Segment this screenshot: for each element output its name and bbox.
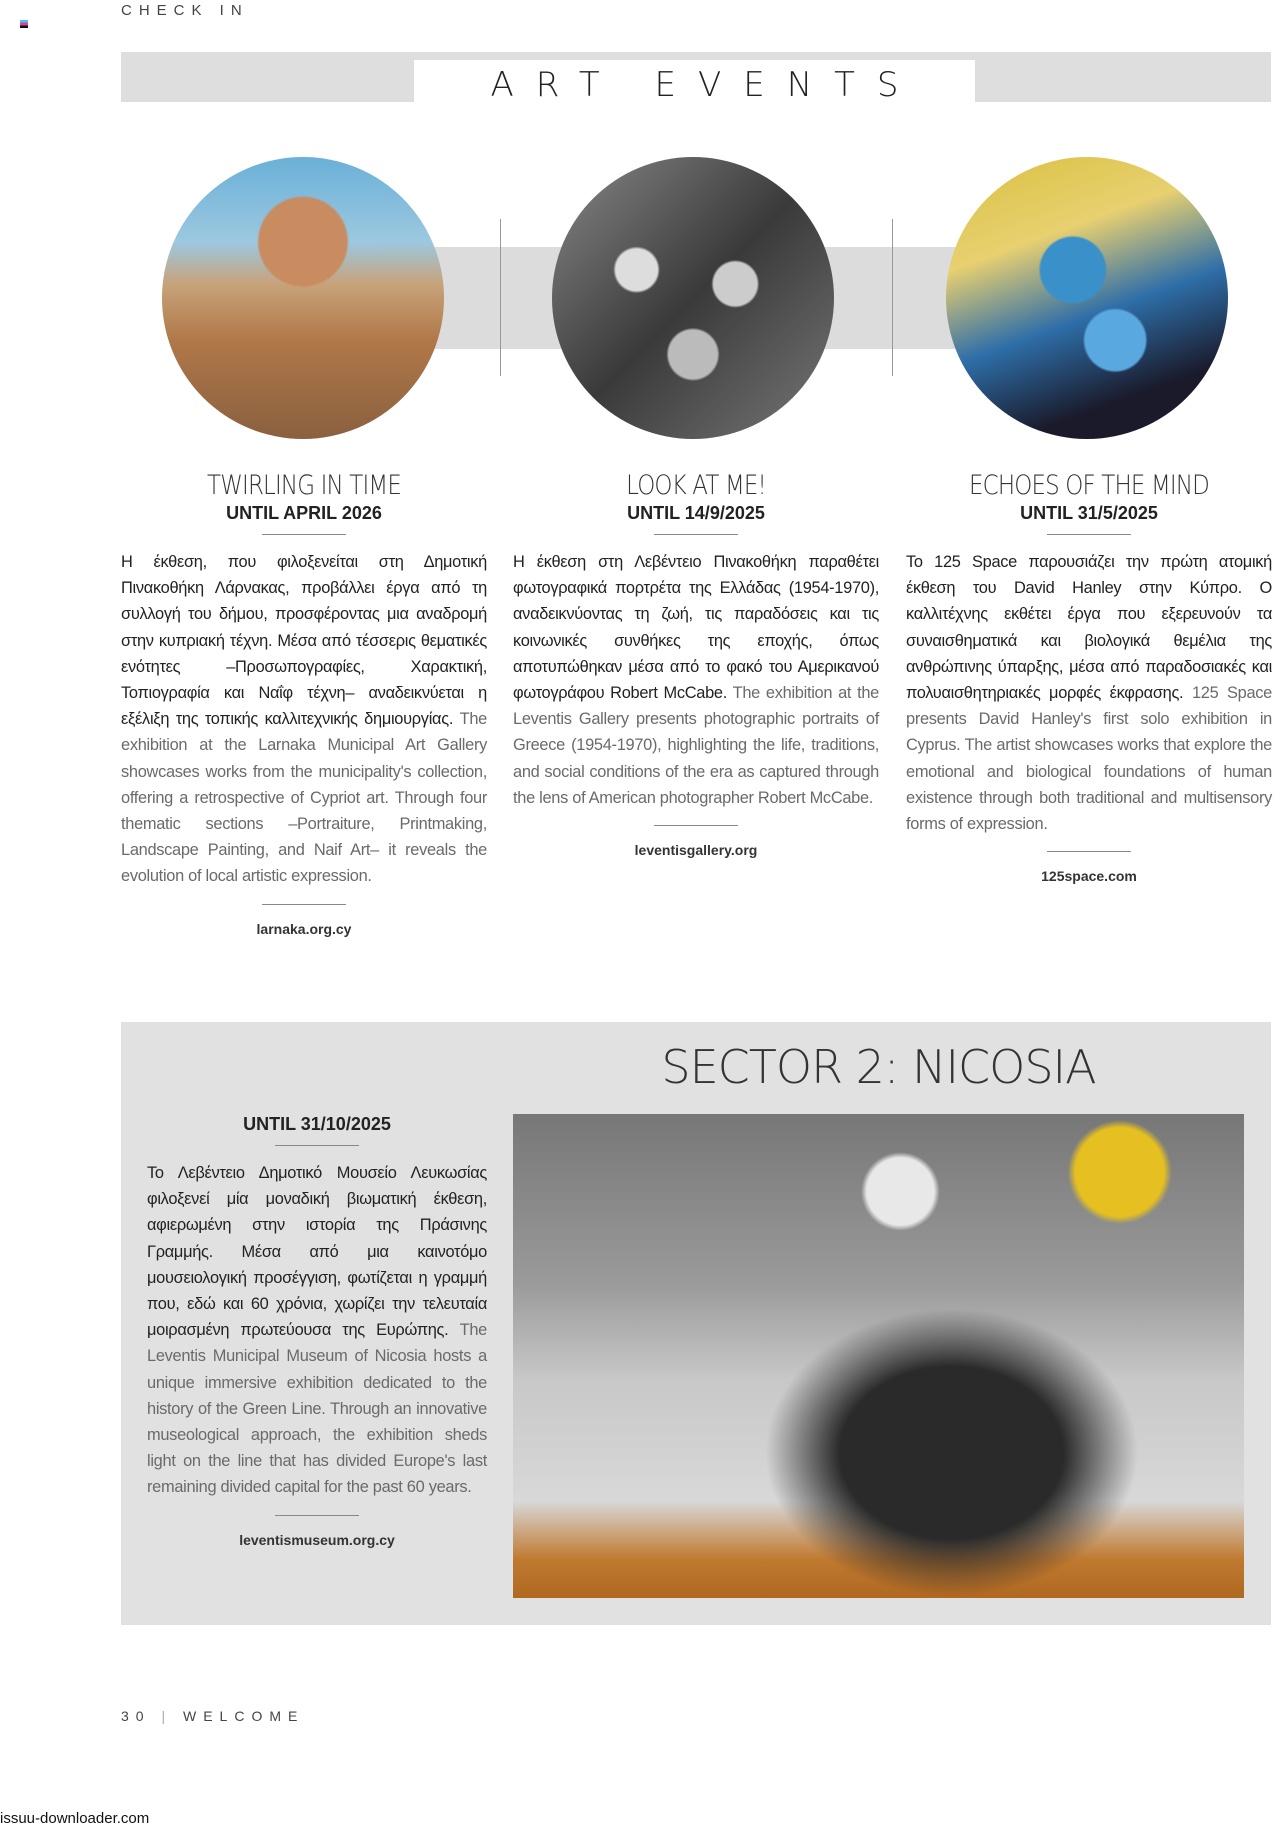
event-date: UNTIL 31/10/2025 [243,1114,391,1134]
color-bar-icon [20,20,28,28]
section-label: CHECK IN [121,2,249,19]
divider [1047,851,1131,852]
event-link[interactable]: 125space.com [1041,868,1137,885]
bicycle-exhibit-photo [513,1114,1244,1598]
greek-text: Το 125 Space παρουσιάζει την πρώτη ατομική έκθεση του David Hanley στην Κύπρο. Ο καλλιτέχνης εκθέτει έργα που εξερευνούν τα συναισθηματικά και βιολογικά θεμέλια της ανθρώπινης ύπαρξης, μέσα από παραδοσιακές και πολυαισθητηριακές μορφές έκφρασης. [906,553,1272,703]
divider [1047,534,1131,535]
divider [262,904,346,905]
event-link[interactable]: leventismuseum.org.cy [239,1531,395,1548]
event-link[interactable]: leventisgallery.org [634,842,758,859]
page-footer [121,1708,304,1724]
event-link[interactable]: larnaka.org.cy [256,920,352,937]
greek-text: Το Λεβέντειο Δημοτικό Μουσείο Λευκωσίας φιλοξενεί μία μοναδική βιωματική έκθεση, αφιερωμένη στην ιστορία της Πράσινης Γραμμής. Μέσα από μια καινοτόμο μουσειολογική προσέγγιση, φωτίζεται η γραμμή που, εδώ και 60 χρόνια, χωρίζει την τελευταία μοιρασμένη πρωτεύουσα της Ευρώπης. [147,1164,487,1340]
footer-separator: | [161,1708,173,1724]
sector-title: SECTOR 2: NICOSIA [661,1040,1096,1094]
artwork-image [946,157,1228,439]
sector-column [147,1112,487,1548]
event-title: LOOK AT ME! [626,470,766,501]
photo-portrait-image [552,157,834,439]
english-text: The Leventis Municipal Museum of Nicosia hosts a unique immersive exhibition dedicated to the history of the Green Line. Through an innovative museological approach, the exhibition sheds light on the line that has divided Europe's last remaining divided capital for the past 60 years. [147,1321,487,1497]
event-date: UNTIL 31/5/2025 [1020,503,1158,523]
page-number: 30 [121,1708,151,1724]
english-text: The exhibition at the Larnaka Municipal Art Gallery showcases works from the municipality's collection, offering a retrospective of Cypriot art. Through four thematic sections –Portraiture, Printmaking, Landscape Painting, and Naif Art– it reveals the evolution of local artistic expression. [121,710,487,886]
event-column [906,470,1272,884]
event-column [513,470,879,858]
divider [275,1515,359,1516]
divider [654,825,738,826]
event-date: UNTIL 14/9/2025 [627,503,765,523]
divider [275,1145,359,1146]
greek-text: Η έκθεση στη Λεβέντειο Πινακοθήκη παραθέτει φωτογραφικά πορτρέτα της Ελλάδας (1954-1970), αναδεικνύοντας τη ζωή, τις παραδόσεις και τις κοινωνικές συνθήκες της εποχής, όπως αποτυπώθηκαν μέσα από το φακό του Αμερικανού φωτογράφου Robert McCabe. [513,553,879,703]
greek-text: Η έκθεση, που φιλοξενείται στη Δημοτική Πινακοθήκη Λάρνακας, προβάλλει έργα από τη συλλογή του δήμου, προσφέροντας μια αναδρομή στην κυπριακή τέχνη. Μέσα από τέσσερις θεματικές ενότητες –Προσωπογραφίες, Χαρακτική, Τοπιογραφία και Ναΐφ τέχνη– αναδεικνύεται η εξέλιξη της τοπικής καλλιτεχνικής δημιουργίας. [121,553,487,729]
divider [262,534,346,535]
divider [892,219,893,376]
event-title: TWIRLING IN TIME [207,470,401,501]
divider [500,219,501,376]
magazine-name: WELCOME [183,1708,305,1724]
event-column [121,470,487,937]
watermark: issuu-downloader.com [0,1810,150,1827]
event-date: UNTIL APRIL 2026 [226,503,382,523]
page-title: ART EVENTS [414,60,975,110]
painting-image [162,157,444,439]
english-text: 125 Space presents David Hanley's first solo exhibition in Cyprus. The artist showcases works that explore the emotional and biological foundations of human existence through both traditional and multisensory forms of expression. [906,684,1272,834]
english-text: The exhibition at the Leventis Gallery presents photographic portraits of Greece (1954-1970), highlighting the life, traditions, and social conditions of the era as captured through the lens of American photographer Robert McCabe. [513,684,879,807]
divider [654,534,738,535]
event-title: ECHOES OF THE MIND [969,470,1209,501]
